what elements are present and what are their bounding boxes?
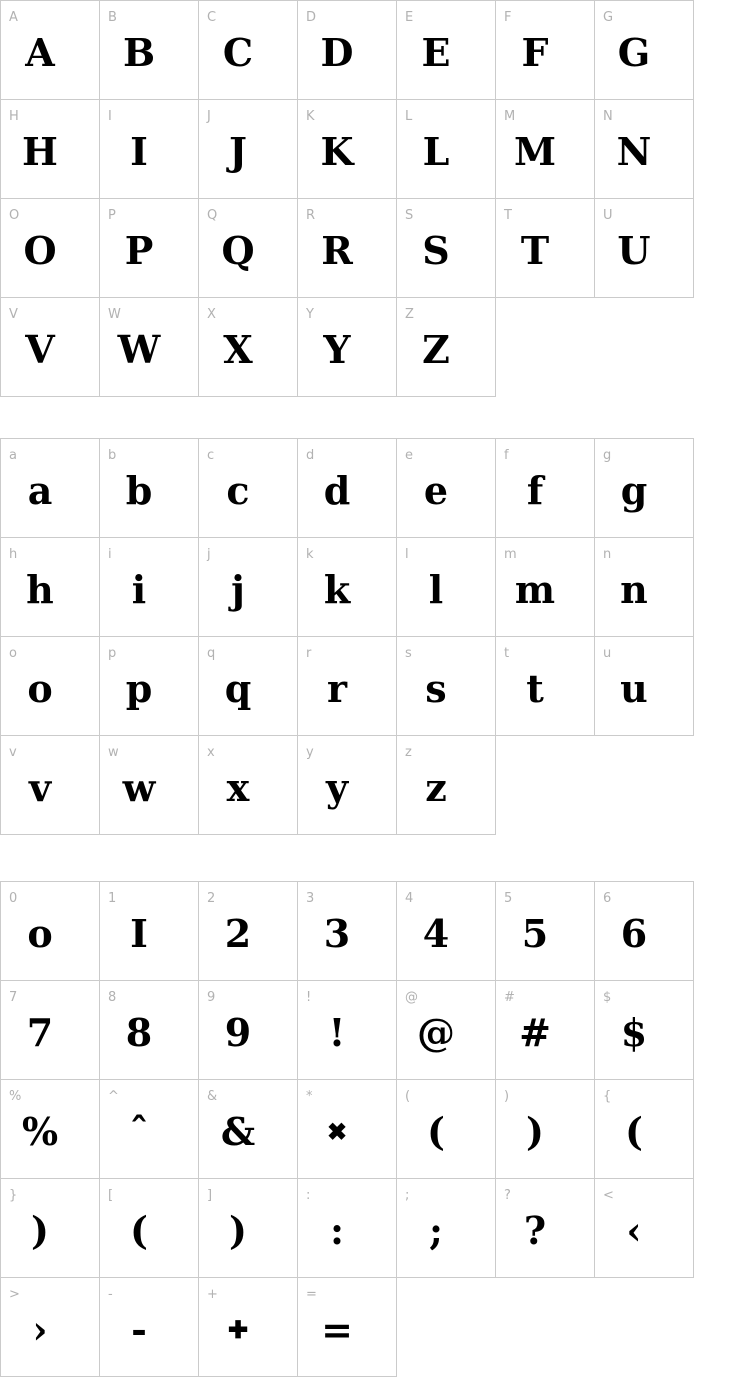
cell-glyph: P <box>124 227 154 273</box>
cell-glyph: T <box>520 227 550 273</box>
cell-label: @ <box>405 990 418 1005</box>
cell-label: G <box>603 10 614 25</box>
cell-glyph: j <box>231 566 245 612</box>
cell-glyph: ˆ <box>129 1108 149 1154</box>
cell-label: J <box>207 109 211 124</box>
cell-glyph: O <box>23 227 57 273</box>
glyph-cell <box>0 297 100 397</box>
cell-label: j <box>207 547 211 562</box>
glyph-cell <box>297 1178 397 1278</box>
cell-glyph: 7 <box>26 1009 54 1055</box>
cell-glyph: x <box>226 764 250 810</box>
glyph-row <box>0 99 740 199</box>
cell-label: ^ <box>108 1089 119 1104</box>
glyph-cell <box>99 1178 199 1278</box>
cell-label: q <box>207 646 216 661</box>
cell-glyph: X <box>223 326 253 372</box>
glyph-cell <box>594 198 694 298</box>
cell-glyph: % <box>21 1108 59 1154</box>
glyph-cell <box>594 881 694 981</box>
cell-label: + <box>207 1287 218 1302</box>
glyph-cell <box>396 735 496 835</box>
cell-label: ! <box>306 990 312 1005</box>
cell-glyph: c <box>226 467 250 513</box>
glyph-cell <box>99 297 199 397</box>
cell-glyph: 3 <box>323 910 351 956</box>
glyph-cell <box>0 980 100 1080</box>
cell-label: N <box>603 109 613 124</box>
glyph-cell <box>198 980 298 1080</box>
cell-label: z <box>405 745 412 760</box>
cell-glyph: › <box>32 1306 48 1352</box>
glyph-cell <box>198 297 298 397</box>
cell-label: 1 <box>108 891 117 906</box>
glyph-cell <box>0 198 100 298</box>
glyph-cell <box>0 537 100 637</box>
glyph-cell <box>99 0 199 100</box>
glyph-cell <box>297 735 397 835</box>
cell-glyph: - <box>131 1306 147 1352</box>
glyph-cell <box>396 1079 496 1179</box>
cell-label: * <box>306 1089 313 1104</box>
cell-glyph: = <box>321 1306 353 1352</box>
glyph-cell <box>0 438 100 538</box>
cell-label: F <box>504 10 512 25</box>
glyph-cell <box>396 980 496 1080</box>
cell-glyph: U <box>617 227 651 273</box>
cell-label: a <box>9 448 17 463</box>
cell-label: K <box>306 109 315 124</box>
cell-glyph: ✖ <box>326 1116 348 1146</box>
glyph-cell <box>495 1079 595 1179</box>
glyph-row <box>0 1277 740 1377</box>
cell-glyph: y <box>325 764 349 810</box>
glyph-cell <box>99 881 199 981</box>
glyph-cell <box>297 980 397 1080</box>
glyph-cell <box>198 0 298 100</box>
glyph-cell <box>0 881 100 981</box>
cell-label: g <box>603 448 612 463</box>
glyph-row <box>0 297 740 397</box>
cell-label: - <box>108 1287 113 1302</box>
cell-label: } <box>9 1188 18 1203</box>
cell-label: P <box>108 208 116 223</box>
cell-label: D <box>306 10 317 25</box>
cell-label: 9 <box>207 990 216 1005</box>
glyph-cell <box>495 881 595 981</box>
cell-label: 7 <box>9 990 18 1005</box>
cell-glyph: B <box>122 29 156 75</box>
cell-label: < <box>603 1188 614 1203</box>
cell-glyph: w <box>122 764 156 810</box>
cell-glyph: l <box>428 566 444 612</box>
glyph-row <box>0 735 740 835</box>
cell-label: X <box>207 307 216 322</box>
cell-label: k <box>306 547 314 562</box>
cell-glyph: p <box>125 665 153 711</box>
glyph-cell <box>99 198 199 298</box>
cell-label: : <box>306 1188 311 1203</box>
glyph-cell <box>594 636 694 736</box>
cell-label: S <box>405 208 414 223</box>
glyph-cell <box>198 438 298 538</box>
cell-label: 5 <box>504 891 513 906</box>
glyph-cell <box>99 735 199 835</box>
glyph-cell <box>594 0 694 100</box>
glyph-cell <box>495 1178 595 1278</box>
glyph-cell <box>297 297 397 397</box>
glyph-cell <box>396 99 496 199</box>
cell-label: = <box>306 1287 317 1302</box>
cell-glyph: z <box>425 764 447 810</box>
symbols-glyph-grid <box>0 881 740 1377</box>
cell-glyph: q <box>224 665 252 711</box>
cell-glyph: J <box>229 128 247 174</box>
cell-glyph: ‹ <box>626 1207 642 1253</box>
cell-label: O <box>9 208 20 223</box>
glyph-row <box>0 636 740 736</box>
cell-glyph: C <box>222 29 254 75</box>
cell-glyph: E <box>421 29 451 75</box>
cell-glyph: : <box>329 1207 345 1253</box>
cell-label: L <box>405 109 413 124</box>
cell-label: ; <box>405 1188 410 1203</box>
cell-glyph: I <box>130 910 148 956</box>
glyph-cell <box>396 297 496 397</box>
glyph-row <box>0 438 740 538</box>
glyph-cell <box>297 198 397 298</box>
cell-glyph: u <box>620 665 648 711</box>
cell-glyph: s <box>425 665 447 711</box>
cell-glyph: ( <box>625 1108 643 1154</box>
cell-label: b <box>108 448 117 463</box>
glyph-row <box>0 0 740 100</box>
cell-glyph: ✚ <box>227 1314 249 1344</box>
cell-glyph: S <box>422 227 450 273</box>
cell-glyph: f <box>526 467 544 513</box>
cell-glyph: m <box>514 566 556 612</box>
cell-glyph: 2 <box>224 910 252 956</box>
glyph-row <box>0 537 740 637</box>
cell-glyph: 5 <box>521 910 549 956</box>
cell-label: n <box>603 547 612 562</box>
cell-label: y <box>306 745 314 760</box>
cell-glyph: v <box>28 764 52 810</box>
glyph-cell <box>297 99 397 199</box>
cell-glyph: t <box>526 665 544 711</box>
cell-label: c <box>207 448 215 463</box>
cell-glyph: k <box>323 566 351 612</box>
cell-label: v <box>9 745 17 760</box>
glyph-cell <box>99 99 199 199</box>
glyph-cell <box>594 438 694 538</box>
cell-label: W <box>108 307 121 322</box>
glyph-cell <box>297 1277 397 1377</box>
cell-glyph: b <box>125 467 153 513</box>
cell-label: 8 <box>108 990 117 1005</box>
glyph-cell <box>396 198 496 298</box>
cell-label: t <box>504 646 510 661</box>
glyph-cell <box>594 99 694 199</box>
glyph-cell <box>0 1178 100 1278</box>
glyph-row <box>0 1178 740 1278</box>
cell-glyph: Q <box>221 227 255 273</box>
cell-glyph: D <box>320 29 354 75</box>
cell-glyph: $ <box>620 1009 648 1055</box>
glyph-cell <box>396 1178 496 1278</box>
cell-label: M <box>504 109 516 124</box>
cell-glyph: r <box>326 665 348 711</box>
glyph-cell <box>0 735 100 835</box>
cell-label: x <box>207 745 215 760</box>
cell-glyph: V <box>25 326 55 372</box>
cell-label: r <box>306 646 312 661</box>
cell-label: d <box>306 448 315 463</box>
cell-glyph: ( <box>130 1207 148 1253</box>
glyph-cell <box>297 636 397 736</box>
cell-label: { <box>603 1089 612 1104</box>
glyph-cell <box>198 1277 298 1377</box>
cell-label: $ <box>603 990 612 1005</box>
glyph-cell <box>495 438 595 538</box>
cell-glyph: A <box>25 29 55 75</box>
glyph-cell <box>594 537 694 637</box>
cell-glyph: a <box>27 467 53 513</box>
cell-glyph: ! <box>328 1009 346 1055</box>
cell-glyph: @ <box>417 1009 455 1055</box>
cell-label: R <box>306 208 316 223</box>
lowercase-glyph-grid <box>0 438 740 835</box>
glyph-cell <box>198 881 298 981</box>
glyph-row <box>0 198 740 298</box>
cell-label: ) <box>504 1089 510 1104</box>
cell-label: E <box>405 10 414 25</box>
glyph-cell <box>198 198 298 298</box>
cell-glyph: ) <box>31 1207 49 1253</box>
glyph-cell <box>495 99 595 199</box>
glyph-cell <box>0 99 100 199</box>
uppercase-glyph-grid <box>0 0 740 397</box>
glyph-cell <box>594 1079 694 1179</box>
cell-glyph: & <box>220 1108 256 1154</box>
cell-label: h <box>9 547 18 562</box>
cell-glyph: 4 <box>422 910 450 956</box>
glyph-cell <box>99 438 199 538</box>
cell-label: f <box>504 448 509 463</box>
cell-label: e <box>405 448 413 463</box>
glyph-cell <box>198 1079 298 1179</box>
cell-label: 2 <box>207 891 216 906</box>
cell-label: > <box>9 1287 20 1302</box>
cell-label: w <box>108 745 119 760</box>
cell-glyph: Y <box>323 326 351 372</box>
cell-label: H <box>9 109 19 124</box>
cell-label: I <box>108 109 112 124</box>
glyph-cell <box>99 1079 199 1179</box>
cell-label: % <box>9 1089 22 1104</box>
glyph-cell <box>198 636 298 736</box>
cell-glyph: ? <box>523 1207 547 1253</box>
glyph-cell <box>198 1178 298 1278</box>
glyph-cell <box>0 1079 100 1179</box>
glyph-cell <box>0 636 100 736</box>
cell-glyph: o <box>27 665 53 711</box>
cell-label: l <box>405 547 409 562</box>
cell-glyph: ( <box>427 1108 445 1154</box>
cell-glyph: G <box>617 29 651 75</box>
cell-glyph: n <box>620 566 648 612</box>
cell-glyph: ; <box>428 1207 444 1253</box>
glyph-cell <box>495 980 595 1080</box>
cell-label: [ <box>108 1188 114 1203</box>
cell-glyph: Z <box>422 326 450 372</box>
cell-label: 0 <box>9 891 18 906</box>
glyph-cell <box>297 0 397 100</box>
glyph-cell <box>495 0 595 100</box>
cell-glyph: F <box>521 29 549 75</box>
cell-label: & <box>207 1089 218 1104</box>
cell-label: u <box>603 646 612 661</box>
cell-label: 6 <box>603 891 612 906</box>
glyph-cell <box>396 636 496 736</box>
glyph-cell <box>0 0 100 100</box>
cell-glyph: h <box>26 566 54 612</box>
cell-glyph: H <box>22 128 58 174</box>
glyph-cell <box>495 636 595 736</box>
cell-glyph: 6 <box>620 910 648 956</box>
glyph-cell <box>198 537 298 637</box>
cell-glyph: W <box>117 326 161 372</box>
glyph-cell <box>495 537 595 637</box>
cell-label: p <box>108 646 117 661</box>
cell-glyph: d <box>323 467 351 513</box>
cell-glyph: N <box>616 128 652 174</box>
cell-glyph: o <box>27 910 53 956</box>
cell-label: # <box>504 990 515 1005</box>
cell-glyph: e <box>423 467 449 513</box>
glyph-row <box>0 980 740 1080</box>
cell-label: A <box>9 10 18 25</box>
cell-glyph: # <box>519 1009 551 1055</box>
cell-label: B <box>108 10 117 25</box>
glyph-cell <box>198 99 298 199</box>
cell-label: s <box>405 646 412 661</box>
cell-label: C <box>207 10 217 25</box>
cell-glyph: 8 <box>125 1009 153 1055</box>
glyph-cell <box>396 881 496 981</box>
cell-label: ? <box>504 1188 511 1203</box>
cell-label: U <box>603 208 613 223</box>
cell-label: 4 <box>405 891 414 906</box>
glyph-cell <box>396 438 496 538</box>
glyph-cell <box>297 537 397 637</box>
glyph-cell <box>297 1079 397 1179</box>
cell-glyph: 9 <box>224 1009 252 1055</box>
cell-glyph: R <box>321 227 353 273</box>
glyph-cell <box>594 980 694 1080</box>
cell-label: ] <box>207 1188 213 1203</box>
glyph-row <box>0 1079 740 1179</box>
glyph-cell <box>0 1277 100 1377</box>
glyph-cell <box>396 537 496 637</box>
cell-label: Y <box>306 307 314 322</box>
glyph-cell <box>99 980 199 1080</box>
cell-label: Q <box>207 208 218 223</box>
glyph-cell <box>396 0 496 100</box>
cell-glyph: ) <box>229 1207 247 1253</box>
cell-glyph: L <box>422 128 450 174</box>
cell-label: ( <box>405 1089 411 1104</box>
glyph-cell <box>594 1178 694 1278</box>
cell-glyph: M <box>513 128 557 174</box>
cell-label: o <box>9 646 17 661</box>
glyph-cell <box>297 438 397 538</box>
glyph-row <box>0 881 740 981</box>
cell-glyph: ) <box>526 1108 544 1154</box>
glyph-cell <box>99 1277 199 1377</box>
cell-label: m <box>504 547 517 562</box>
glyph-cell <box>495 198 595 298</box>
glyph-cell <box>198 735 298 835</box>
glyph-cell <box>99 537 199 637</box>
cell-label: 3 <box>306 891 315 906</box>
glyph-cell <box>99 636 199 736</box>
cell-label: i <box>108 547 112 562</box>
cell-glyph: K <box>320 128 354 174</box>
cell-label: V <box>9 307 18 322</box>
cell-glyph: i <box>131 566 147 612</box>
cell-glyph: I <box>130 128 148 174</box>
cell-glyph: g <box>620 467 648 513</box>
cell-label: T <box>504 208 512 223</box>
glyph-cell <box>297 881 397 981</box>
cell-label: Z <box>405 307 414 322</box>
